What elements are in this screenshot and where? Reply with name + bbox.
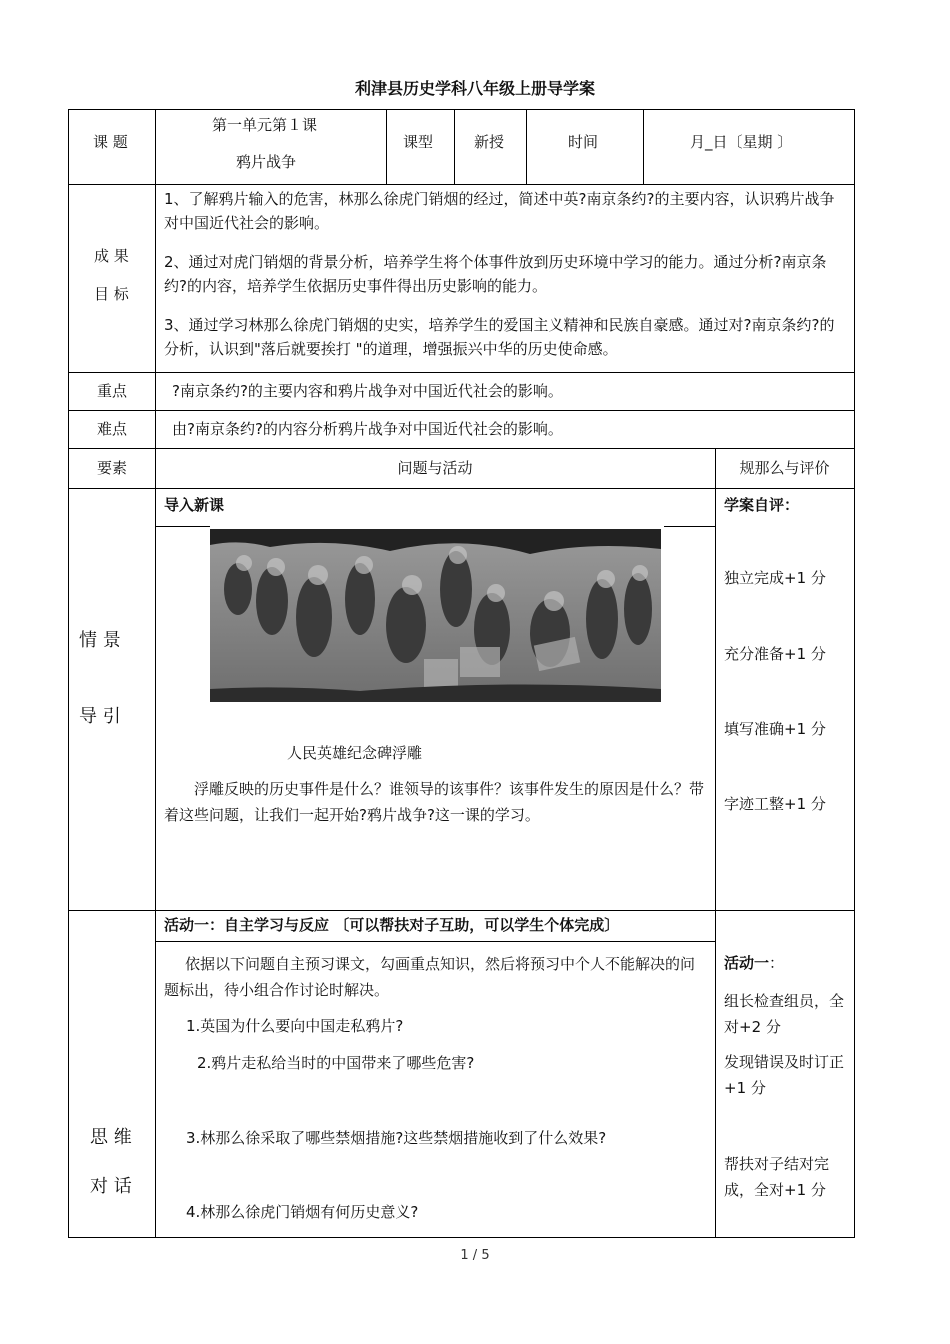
question-item: 2.鸦片走私给当时的中国带来了哪些危害?	[197, 1054, 475, 1072]
topic-label: 课 题	[93, 133, 128, 151]
lesson-title: 鸦片战争	[236, 153, 297, 171]
time-label: 时间	[568, 133, 599, 151]
unit-title: 第一单元第１课	[212, 116, 318, 134]
date-value: 月_日〔星期 〕	[690, 133, 793, 151]
eval-item: 帮扶对子结对完成，全对+1 分	[724, 1155, 830, 1199]
eval-item: 字迹工整+1 分	[724, 795, 826, 813]
activity-heading: 活动一：自主学习与反应 〔可以帮扶对子互助，可以学生个体完成〕	[164, 916, 620, 934]
goal-item: 2、通过对虎门销烟的背景分析，培养学生将个体事件放到历史环境中学习的能力。通过分析?南京条约?的内容，培养学生依据历史事件得出历史影响的能力。	[164, 253, 827, 295]
activity-header: 问题与活动	[397, 459, 473, 477]
document-title: 利津县历史学科八年级上册导学案	[354, 79, 595, 98]
section2-label-2: 对 话	[90, 1176, 132, 1197]
question-item: 1.英国为什么要向中国走私鸦片?	[186, 1017, 404, 1035]
question-item: 3.林那么徐采取了哪些禁烟措施?这些禁烟措施收到了什么效果?	[186, 1129, 607, 1147]
section1-label: 情 景	[79, 630, 121, 651]
difficulty-label: 难点	[97, 420, 128, 438]
goals-label-2: 目 标	[94, 285, 129, 303]
goal-item: 1、了解鸦片输入的危害，林那么徐虎门销烟的经过，简述中英?南京条约?的主要内容，认识鸦片战争对中国近代社会的影响。	[164, 190, 835, 232]
type-value: 新授	[474, 133, 505, 151]
element-header: 要素	[97, 459, 128, 477]
eval-item: 发现错误及时订正+1 分	[724, 1053, 845, 1097]
image-caption: 人民英雄纪念碑浮雕	[287, 744, 423, 762]
key-point-label: 重点	[97, 382, 128, 400]
section1-label-2: 导 引	[79, 706, 121, 727]
eval-item: 充分准备+1 分	[724, 645, 826, 663]
intro-text: 浮雕反映的历史事件是什么？谁领导的该事件？该事件发生的原因是什么？带着这些问题，让我们一起开始?鸦片战争?这一课的学习。	[164, 780, 705, 824]
intro-heading: 导入新课	[164, 496, 225, 514]
monument-relief-image	[210, 529, 661, 702]
goals-label: 成 果	[94, 247, 129, 265]
eval-item: 组长检查组员，全对+2 分	[724, 992, 845, 1036]
section2-label: 思 维	[90, 1127, 132, 1148]
difficulty-text: 由?南京条约?的内容分析鸦片战争对中国近代社会的影响。	[172, 420, 563, 438]
eval-item: 独立完成+1 分	[724, 569, 826, 587]
key-point-text: ?南京条约?的主要内容和鸦片战争对中国近代社会的影响。	[172, 382, 563, 400]
goal-item: 3、通过学习林那么徐虎门销烟的史实，培养学生的爱国主义精神和民族自豪感。通过对?南京条约?的分析，认识到"落后就要挨打 "的道理，增强振兴中华的历史使命感。	[164, 316, 835, 358]
type-label: 课型	[403, 133, 434, 151]
eval-item: 填写准确+1 分	[724, 720, 826, 738]
activity-eval-title: 活动一：	[724, 954, 785, 972]
page-number: 1 / 5	[460, 1248, 490, 1263]
rules-header: 规那么与评价	[739, 459, 830, 477]
question-item: 4.林那么徐虎门销烟有何历史意义?	[186, 1203, 419, 1221]
activity-intro: 依据以下问题自主预习课文，勾画重点知识，然后将预习中个人不能解决的问题标出，待小组合作讨论时解决。	[164, 955, 696, 999]
self-eval-title: 学案自评：	[724, 496, 800, 514]
